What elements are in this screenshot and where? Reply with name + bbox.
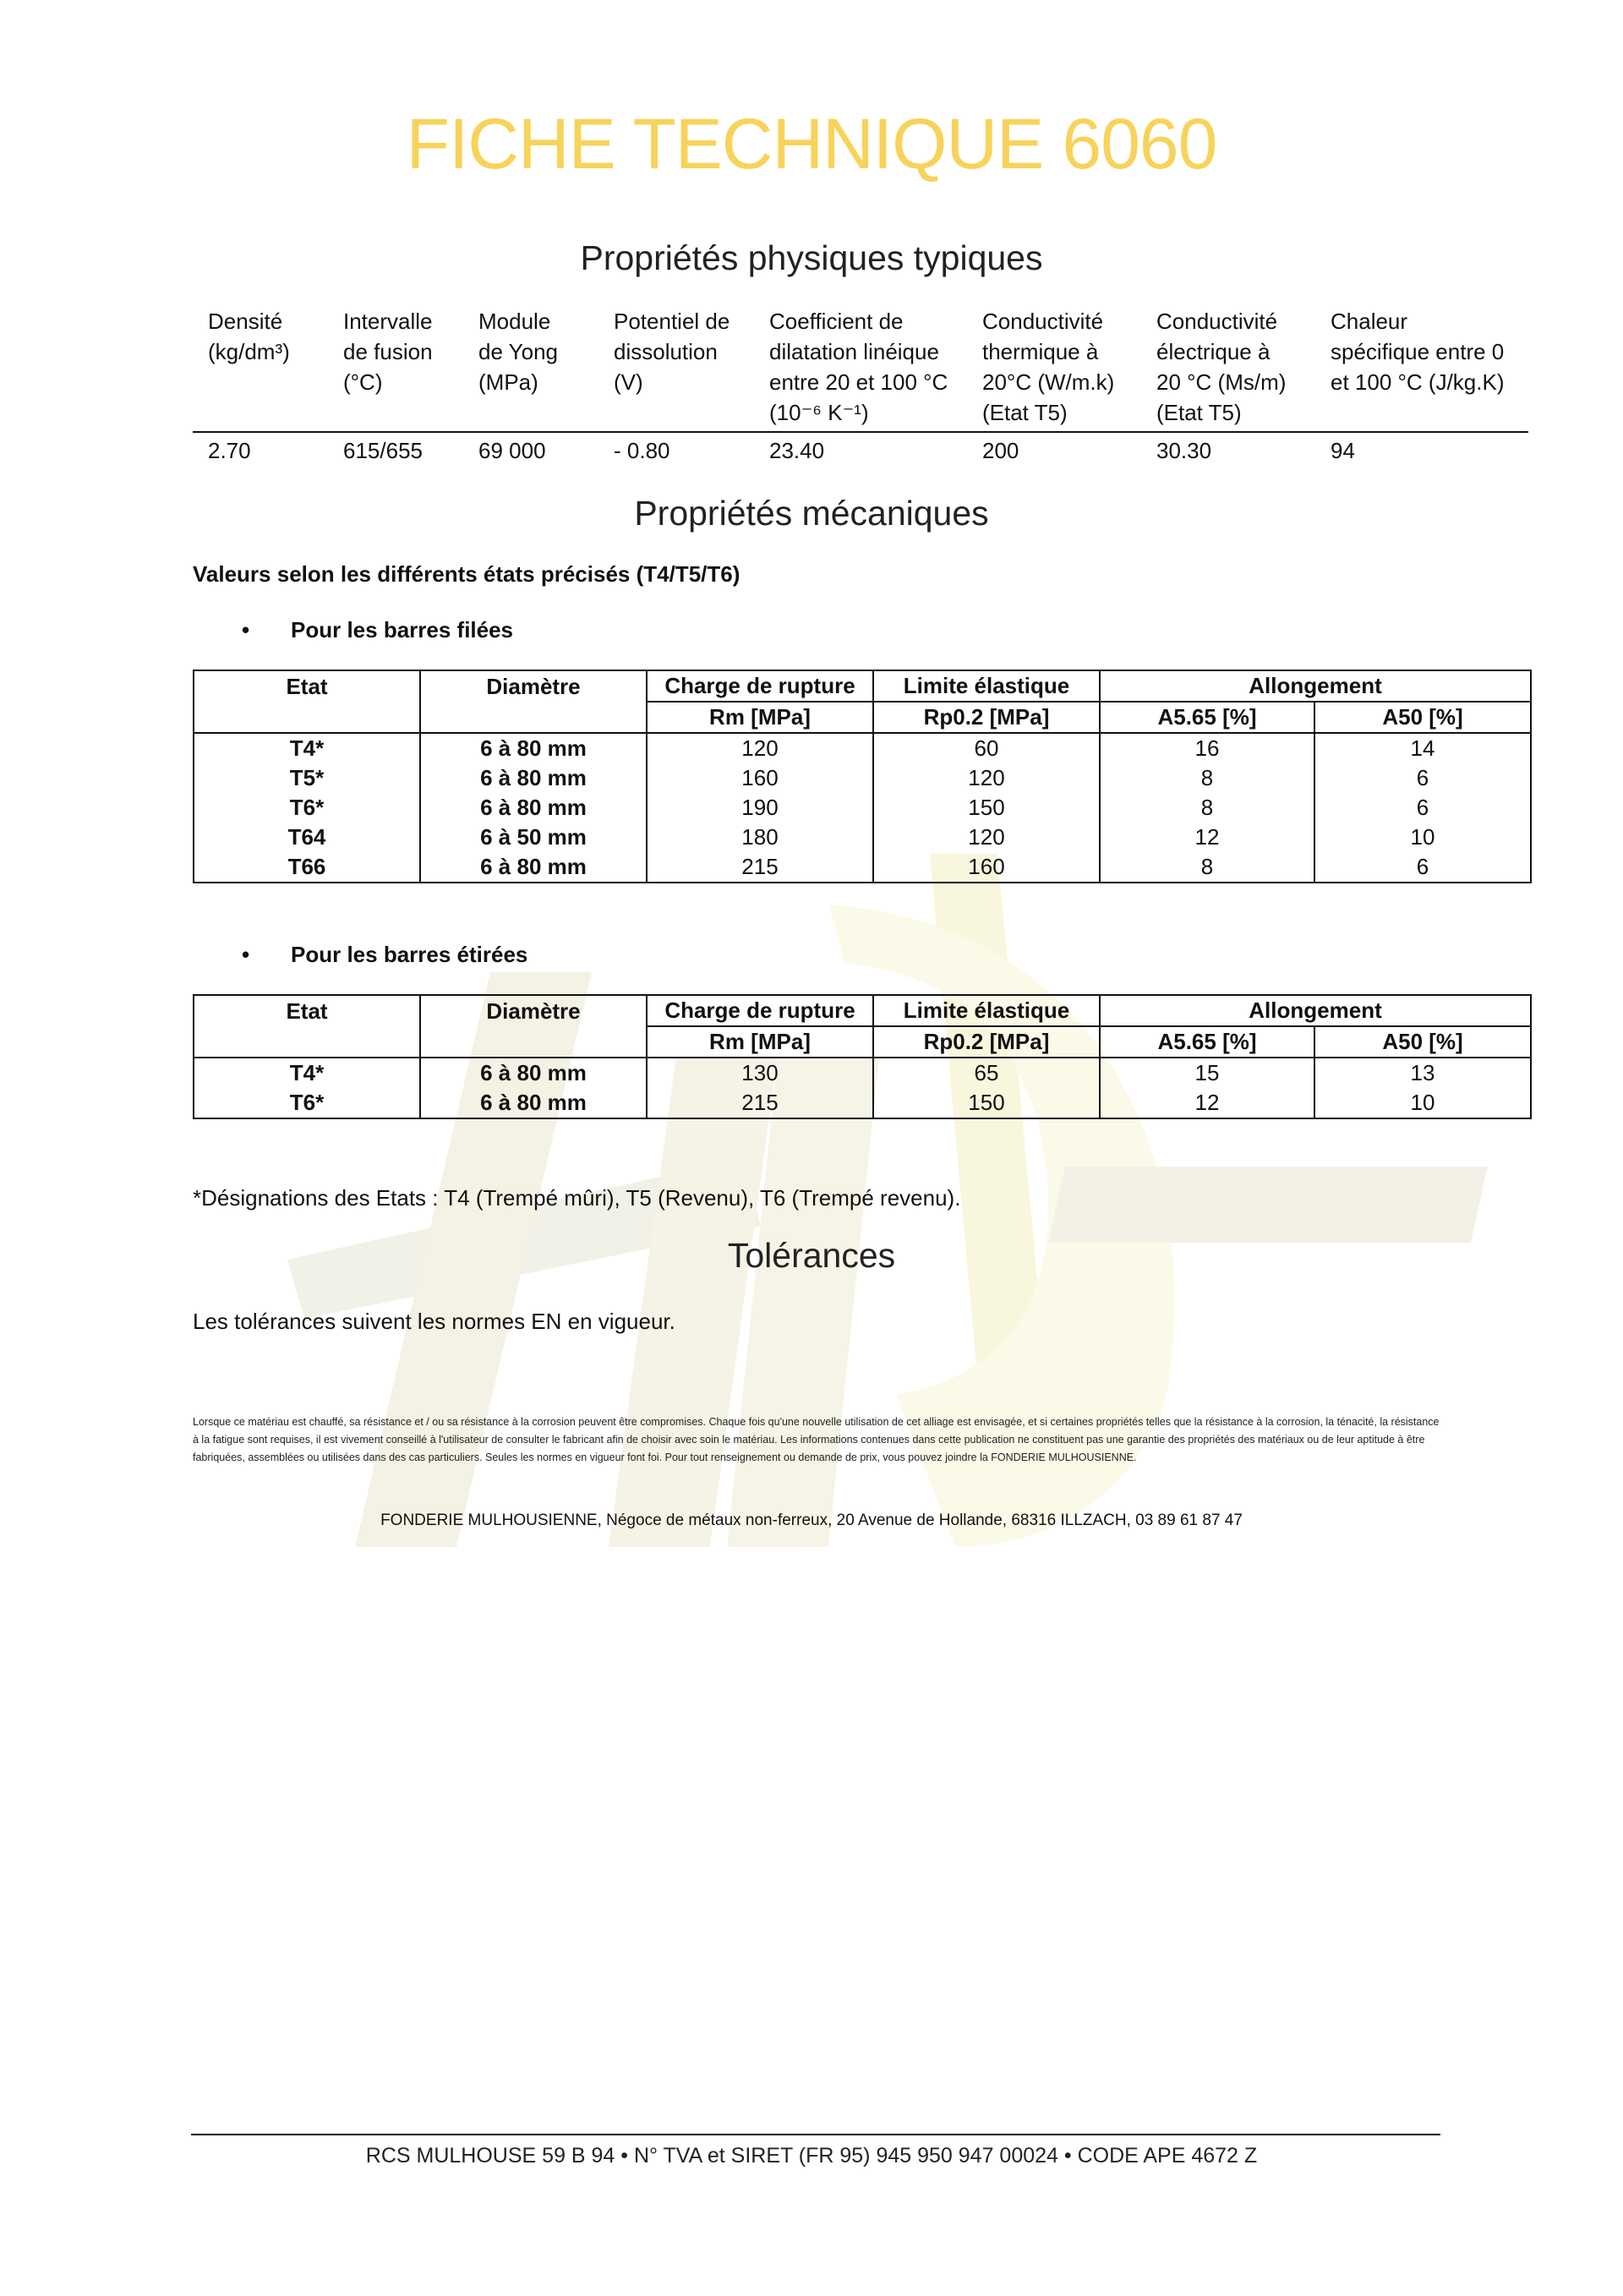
cell-rm: 215 (647, 852, 873, 883)
table-barres-etirees (193, 994, 1532, 1119)
physical-header-line: spécifique entre 0 (1331, 339, 1505, 364)
header-empty (194, 702, 420, 733)
cell-diam: 6 à 50 mm (420, 823, 647, 852)
table-row (194, 1058, 1531, 1088)
bullet-filees-label: Pour les barres filées (291, 617, 514, 642)
physical-header-line: Module (478, 309, 551, 334)
physical-header-line: et 100 °C (J/kg.K) (1331, 369, 1505, 395)
header-limite: Limite élastique (873, 995, 1100, 1026)
cell-etat: T4* (194, 1058, 420, 1088)
physical-header-line: Conductivité (1156, 309, 1278, 334)
table-row (194, 823, 1531, 852)
physical-value-cell: 94 (1331, 438, 1355, 463)
table-row (194, 793, 1531, 823)
cell-etat: T4* (194, 733, 420, 763)
physical-header-cell (1315, 304, 1528, 431)
header-etat: Etat (194, 670, 420, 702)
physical-header-line: 20°C (W/m.k) (982, 369, 1115, 395)
bullet-dot: • (242, 617, 250, 642)
physical-header-cell (1141, 304, 1315, 431)
tolerances-heading: Tolérances (727, 1236, 896, 1275)
cell-a50: 10 (1314, 823, 1531, 852)
physical-header-line: (V) (614, 369, 643, 395)
header-empty (420, 1026, 647, 1058)
header-allongement: Allongement (1100, 670, 1531, 702)
cell-rp: 60 (873, 733, 1100, 763)
physical-header-line: (Etat T5) (982, 400, 1068, 425)
table-row (194, 733, 1531, 763)
cell-etat: T66 (194, 852, 420, 883)
physical-header-line: Potentiel de (614, 309, 730, 334)
cell-etat: T6* (194, 793, 420, 823)
physical-header-line: dilatation linéique (769, 339, 939, 364)
header-a50: A50 [%] (1314, 702, 1531, 733)
cell-rp: 120 (873, 823, 1100, 852)
header-limite: Limite élastique (873, 670, 1100, 702)
header-empty (420, 702, 647, 733)
table-barres-filees (193, 670, 1532, 883)
cell-diam: 6 à 80 mm (420, 1088, 647, 1118)
physical-header-line: (°C) (343, 369, 383, 395)
company-info: FONDERIE MULHOUSIENNE, Négoce de métaux non-ferreux, 20 Avenue de Hollande, 68316 ILLZACH, 03 89 61 87 47 (380, 1512, 1243, 1529)
cell-a565: 12 (1100, 823, 1314, 852)
cell-diam: 6 à 80 mm (420, 1058, 647, 1088)
table-row (194, 852, 1531, 883)
physical-header-line: dissolution (614, 339, 718, 364)
page-title: FICHE TECHNIQUE 6060 (406, 104, 1217, 183)
header-a565: A5.65 [%] (1100, 702, 1314, 733)
disclaimer-text: Lorsque ce matériau est chauffé, sa résistance et / ou sa résistance à la corrosion peuvent être compromises. Chaque fois qu'une nouvelle utilisation de cet alliage est envisagée, et si certaines propriétés telles que la résistance à la corrosion, la ténacité, la résistance à la fatigue sont requises, il est vivement conseillé à l'utilisateur de consulter le fabricant afin de choisir avec soin le matériau. Les informations contenues dans cette publication ne constituent pas une garantie des propriétés des matériaux ou de leur aptitude à être fabriquées, assemblées ou utilisées dans des cas particuliers. Seules les normes en vigueur font foi. Pour tout renseignement ou demande de prix, vous pouvez joindre la FONDERIE MULHOUSIENNE. (193, 1416, 1440, 1463)
cell-diam: 6 à 80 mm (420, 763, 647, 793)
cell-rm: 160 (647, 763, 873, 793)
cell-rm: 130 (647, 1058, 873, 1088)
cell-a50: 13 (1314, 1058, 1531, 1088)
physical-header-cell (967, 304, 1141, 431)
header-empty (194, 1026, 420, 1058)
cell-a565: 8 (1100, 852, 1314, 883)
cell-rp: 120 (873, 763, 1100, 793)
cell-rp: 160 (873, 852, 1100, 883)
physical-header-cell (598, 304, 754, 431)
header-charge: Charge de rupture (647, 670, 873, 702)
physical-header-cell (328, 304, 463, 431)
physical-header-line: (10⁻⁶ K⁻¹) (769, 400, 869, 425)
cell-rp: 150 (873, 1088, 1100, 1118)
etats-note: *Désignations des Etats : T4 (Trempé mûri), T5 (Revenu), T6 (Trempé revenu). (193, 1185, 961, 1211)
cell-etat: T64 (194, 823, 420, 852)
cell-a50: 14 (1314, 733, 1531, 763)
cell-a50: 10 (1314, 1088, 1531, 1118)
cell-rp: 150 (873, 793, 1100, 823)
physical-header-line: (Etat T5) (1156, 400, 1242, 425)
table-row (194, 1088, 1531, 1118)
physical-header-line: Coefficient de (769, 309, 904, 334)
bullet-etirees (242, 942, 528, 968)
cell-etat: T6* (194, 1088, 420, 1118)
cell-a50: 6 (1314, 793, 1531, 823)
physical-header-line: Chaleur (1331, 309, 1408, 334)
cell-etat: T5* (194, 763, 420, 793)
physical-value-cell: 23.40 (769, 438, 825, 463)
header-allongement: Allongement (1100, 995, 1531, 1026)
physical-value-cell: - 0.80 (614, 438, 670, 463)
physical-header-line: Densité (208, 309, 283, 334)
physical-value-cell: 200 (982, 438, 1019, 463)
physical-header-cell (463, 304, 598, 431)
physical-heading: Propriétés physiques typiques (580, 238, 1043, 277)
footer-legal: RCS MULHOUSE 59 B 94 • N° TVA et SIRET (FR 95) 945 950 947 00024 • CODE APE 4672 Z (365, 2144, 1258, 2168)
physical-header-line: thermique à (982, 339, 1099, 364)
header-rp: Rp0.2 [MPa] (873, 702, 1100, 733)
cell-a565: 12 (1100, 1088, 1314, 1118)
header-etat: Etat (194, 995, 420, 1026)
cell-rm: 215 (647, 1088, 873, 1118)
cell-rm: 190 (647, 793, 873, 823)
physical-properties-table (193, 304, 1528, 468)
physical-header-line: (MPa) (478, 369, 538, 395)
physical-value-cell: 69 000 (478, 438, 546, 463)
cell-rm: 120 (647, 733, 873, 763)
physical-header-line: de fusion (343, 339, 433, 364)
mechanical-intro: Valeurs selon les différents états précisés (T4/T5/T6) (193, 561, 740, 587)
header-rp: Rp0.2 [MPa] (873, 1026, 1100, 1058)
header-rm: Rm [MPa] (647, 702, 873, 733)
physical-header-cell (754, 304, 967, 431)
physical-header-line: Conductivité (982, 309, 1104, 334)
cell-a565: 8 (1100, 763, 1314, 793)
cell-rm: 180 (647, 823, 873, 852)
physical-value-cell: 30.30 (1156, 438, 1212, 463)
footer-divider (191, 2134, 1440, 2135)
physical-value-cell: 2.70 (208, 438, 251, 463)
cell-diam: 6 à 80 mm (420, 852, 647, 883)
physical-header-line: 20 °C (Ms/m) (1156, 369, 1287, 395)
cell-a50: 6 (1314, 763, 1531, 793)
header-charge: Charge de rupture (647, 995, 873, 1026)
physical-header-cell (193, 304, 328, 431)
physical-header-line: (kg/dm³) (208, 339, 290, 364)
physical-header-line: Intervalle (343, 309, 433, 334)
mechanical-heading: Propriétés mécaniques (634, 494, 989, 533)
physical-header-line: entre 20 et 100 °C (769, 369, 948, 395)
cell-rp: 65 (873, 1058, 1100, 1088)
physical-header-line: électrique à (1156, 339, 1271, 364)
bullet-etirees-label: Pour les barres étirées (291, 942, 528, 967)
bullet-dot: • (242, 942, 250, 967)
physical-header-line: de Yong (478, 339, 559, 364)
bullet-filees (242, 617, 514, 643)
header-a50: A50 [%] (1314, 1026, 1531, 1058)
header-rm: Rm [MPa] (647, 1026, 873, 1058)
header-a565: A5.65 [%] (1100, 1026, 1314, 1058)
cell-a565: 8 (1100, 793, 1314, 823)
cell-a565: 16 (1100, 733, 1314, 763)
tolerances-text: Les tolérances suivent les normes EN en vigueur. (193, 1309, 675, 1334)
cell-a50: 6 (1314, 852, 1531, 883)
cell-diam: 6 à 80 mm (420, 733, 647, 763)
cell-diam: 6 à 80 mm (420, 793, 647, 823)
header-diametre: Diamètre (420, 670, 647, 702)
cell-a565: 15 (1100, 1058, 1314, 1088)
table-row (194, 763, 1531, 793)
physical-value-cell: 615/655 (343, 438, 423, 463)
header-diametre: Diamètre (420, 995, 647, 1026)
